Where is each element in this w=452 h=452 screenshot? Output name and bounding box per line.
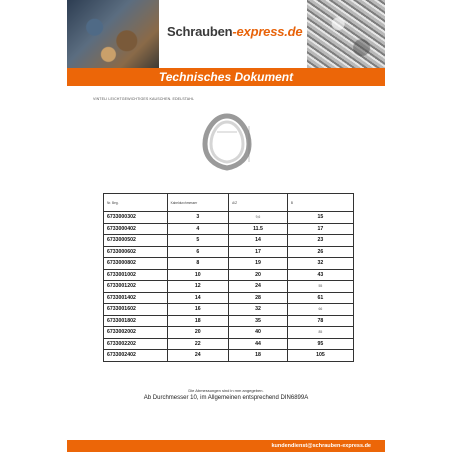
cell-cable-diameter: 14 xyxy=(167,292,229,304)
cell-article-number: 6733001002 xyxy=(104,269,168,281)
header xyxy=(67,0,385,68)
header-b: B xyxy=(287,194,353,212)
cell-article-number: 6733001402 xyxy=(104,292,168,304)
cell-az: 9,6 xyxy=(229,212,288,224)
standard-note: Ab Durchmesser 10, im Allgemeinen entsprechend DIN6899A xyxy=(143,395,309,401)
table-row xyxy=(104,315,354,327)
cell-article-number: 6733001202 xyxy=(104,281,168,293)
dimensions-note: Die Abmessungen sind in mm angegeben. xyxy=(188,388,264,393)
cell-cable-diameter: 22 xyxy=(167,338,229,350)
header-cable-diameter: Kabeldurchmesser xyxy=(167,194,229,212)
cell-cable-diameter: 24 xyxy=(167,350,229,362)
cell-az: 20 xyxy=(229,269,288,281)
cell-article-number: 6733000802 xyxy=(104,258,168,270)
cell-cable-diameter: 8 xyxy=(167,258,229,270)
cell-b: 55 xyxy=(287,281,353,293)
thimble-drawing xyxy=(197,112,257,172)
cell-cable-diameter: 20 xyxy=(167,327,229,339)
cell-cable-diameter: 18 xyxy=(167,315,229,327)
cell-b: 61 xyxy=(287,292,353,304)
dimension-table xyxy=(103,193,354,362)
cell-article-number: 6733002002 xyxy=(104,327,168,339)
logo-accent: -express.de xyxy=(232,24,303,39)
table-row xyxy=(104,304,354,316)
table-row xyxy=(104,281,354,293)
cell-b: 15 xyxy=(287,212,353,224)
cell-b: 26 xyxy=(287,246,353,258)
customer-service-email[interactable]: kundendienst@schrauben-express.de xyxy=(271,443,371,449)
table-row xyxy=(104,269,354,281)
logo-main: Schrauben xyxy=(167,24,233,39)
table-row xyxy=(104,246,354,258)
cell-b: 23 xyxy=(287,235,353,247)
cell-b: 17 xyxy=(287,223,353,235)
document-title-bar xyxy=(67,68,385,86)
header-photo-screws xyxy=(307,0,385,68)
cell-az: 18 xyxy=(229,350,288,362)
header-photo-workshop xyxy=(67,0,159,68)
document-title: Technisches Dokument xyxy=(158,70,294,84)
cell-cable-diameter: 4 xyxy=(167,223,229,235)
table-row xyxy=(104,235,354,247)
cell-cable-diameter: 3 xyxy=(167,212,229,224)
cell-az: 28 xyxy=(229,292,288,304)
cell-az: 32 xyxy=(229,304,288,316)
table-row xyxy=(104,258,354,270)
cell-article-number: 6733002402 xyxy=(104,350,168,362)
brand-logo xyxy=(167,24,302,39)
footer-bar xyxy=(67,440,385,452)
table-header-row xyxy=(104,194,354,212)
cell-cable-diameter: 6 xyxy=(167,246,229,258)
cell-cable-diameter: 5 xyxy=(167,235,229,247)
cell-b: 32 xyxy=(287,258,353,270)
cell-article-number: 6733001602 xyxy=(104,304,168,316)
cell-article-number: 6733000402 xyxy=(104,223,168,235)
cell-article-number: 6733000302 xyxy=(104,212,168,224)
cell-article-number: 6733001802 xyxy=(104,315,168,327)
cell-cable-diameter: 10 xyxy=(167,269,229,281)
cell-article-number: 6733002202 xyxy=(104,338,168,350)
cell-b: 95 xyxy=(287,338,353,350)
cell-b: 43 xyxy=(287,269,353,281)
cell-b: 66 xyxy=(287,304,353,316)
cell-az: 40 xyxy=(229,327,288,339)
cell-az: 24 xyxy=(229,281,288,293)
cell-article-number: 6733000502 xyxy=(104,235,168,247)
header-az: A/Z xyxy=(229,194,288,212)
cell-az: 17 xyxy=(229,246,288,258)
cell-article-number: 6733000602 xyxy=(104,246,168,258)
cell-b: 85 xyxy=(287,327,353,339)
cell-cable-diameter: 16 xyxy=(167,304,229,316)
document-page xyxy=(67,0,385,452)
cell-az: 11.5 xyxy=(229,223,288,235)
header-article-number: Nr. Beg. xyxy=(104,194,168,212)
cell-az: 19 xyxy=(229,258,288,270)
table-row xyxy=(104,212,354,224)
cell-az: 44 xyxy=(229,338,288,350)
table-row xyxy=(104,292,354,304)
table-row xyxy=(104,223,354,235)
table-row xyxy=(104,327,354,339)
cell-az: 14 xyxy=(229,235,288,247)
cell-az: 35 xyxy=(229,315,288,327)
table-row xyxy=(104,350,354,362)
cell-b: 105 xyxy=(287,350,353,362)
cell-cable-diameter: 12 xyxy=(167,281,229,293)
table-row xyxy=(104,338,354,350)
cell-b: 78 xyxy=(287,315,353,327)
product-subtitle: VINTELI LEICHTGEWICHTIGES KAUSCHEN. EDELSTAHL xyxy=(93,97,195,101)
